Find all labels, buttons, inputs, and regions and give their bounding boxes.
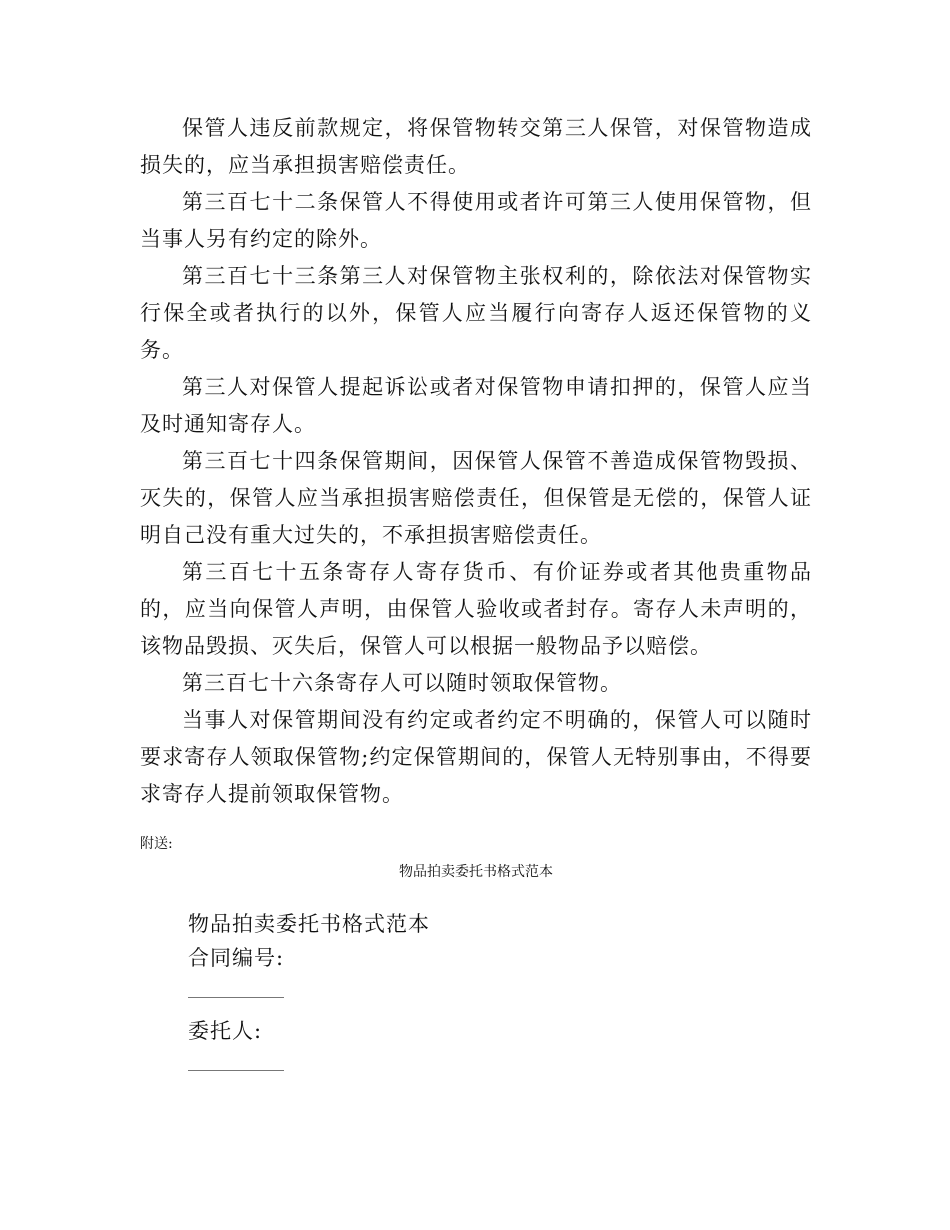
body-text: [140, 110, 812, 813]
paragraph-1: 保管人违反前款规定，将保管物转交第三人保管，对保管物造成损失的，应当承担损害赔偿责任。: [140, 116, 812, 177]
paragraph-5: 第三百七十四条保管期间，因保管人保管不善造成保管物毁损、灭失的，保管人应当承担损害赔偿责任，但保管是无偿的，保管人证明自己没有重大过失的，不承担损害赔偿责任。: [140, 449, 812, 547]
annex-title: 物品拍卖委托书格式范本: [399, 864, 553, 880]
form-heading: 物品拍卖委托书格式范本: [188, 912, 430, 936]
contract-number-label: 合同编号:: [188, 946, 285, 970]
annex-label: 附送:: [140, 836, 173, 852]
paragraph-4: 第三人对保管人提起诉讼或者对保管物申请扣押的，保管人应当及时通知寄存人。: [140, 375, 812, 436]
client-blank: [188, 1048, 284, 1071]
contract-number-blank: [188, 975, 284, 998]
paragraph-8: 当事人对保管期间没有约定或者约定不明确的，保管人可以随时要求寄存人领取保管物;约定保管期间的，保管人无特别事由，不得要求寄存人提前领取保管物。: [140, 708, 812, 806]
paragraph-7: 第三百七十六条寄存人可以随时领取保管物。: [182, 671, 622, 695]
client-label: 委托人:: [188, 1019, 263, 1043]
paragraph-3: 第三百七十三条第三人对保管物主张权利的，除依法对保管物实行保全或者执行的以外，保管人应当履行向寄存人返还保管物的义务。: [140, 264, 812, 362]
paragraph-2: 第三百七十二条保管人不得使用或者许可第三人使用保管物，但当事人另有约定的除外。: [140, 190, 812, 251]
form-block: [188, 907, 788, 1087]
paragraph-6: 第三百七十五条寄存人寄存货币、有价证券或者其他贵重物品的，应当向保管人声明，由保管人验收或者封存。寄存人未声明的，该物品毁损、灭失后，保管人可以根据一般物品予以赔偿。: [140, 560, 812, 658]
